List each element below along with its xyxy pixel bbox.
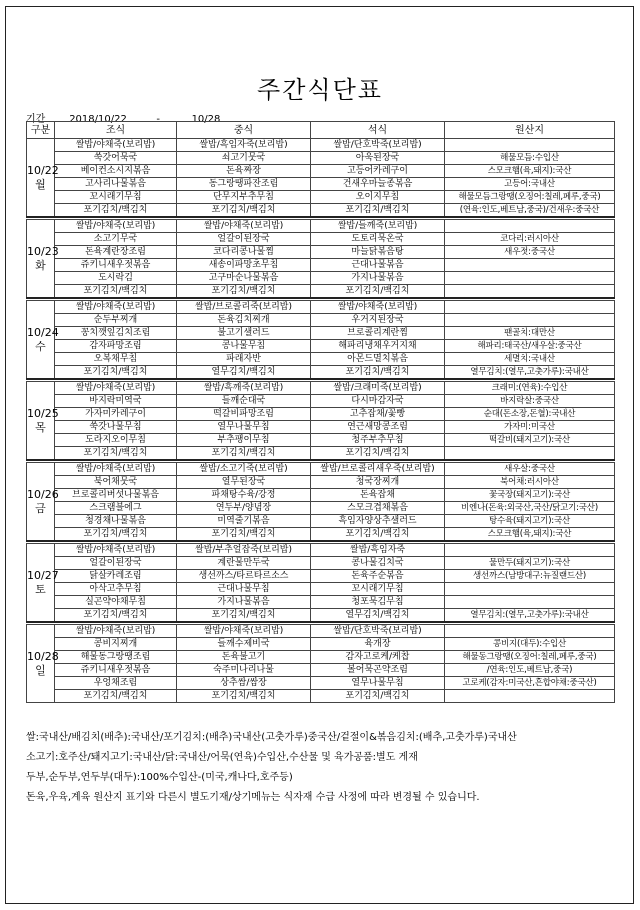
breakfast-cell: 포기김치/백김치 [55,204,177,218]
day-weekday: 월 [35,177,46,191]
lunch-cell: 생선까스/타르타르소스 [177,570,311,583]
breakfast-cell: 쌀밥/야채죽(보리밥) [55,463,177,476]
origin-cell: 해물모듬:수입산 [445,152,615,165]
origin-cell: 고로케(감자:미국산,흔합야채:중국산) [445,677,615,690]
dinner-cell: 청국장찌개 [311,476,445,489]
table-row [27,557,615,570]
breakfast-cell: 쌀밥/야채죽(보리밥) [55,382,177,395]
dinner-cell: 돈육잡채 [311,489,445,502]
origin-cell: 해파리:태국산/새우살:중국산 [445,340,615,353]
dinner-cell: 쌀밥/들깨죽(보리밥) [311,220,445,233]
table-row [27,583,615,596]
day-date: 10/23 [27,244,59,258]
breakfast-cell: 콩비지찌개 [55,638,177,651]
note-line: 두부,순두부,연두부(대두):100%수입산-(미국,캐나다,호주등) [26,772,293,783]
origin-cell [445,285,615,299]
lunch-cell: 들깨수제비국 [177,638,311,651]
day-cell [27,220,59,299]
day-weekday: 화 [35,258,46,272]
breakfast-cell: 해물동그랑땡조림 [55,651,177,664]
day-date: 10/26 [27,487,59,501]
table-row [27,625,615,638]
table-row [27,314,615,327]
day-cell [27,139,59,218]
breakfast-cell: 포기김치/백김치 [55,609,177,623]
day-date: 10/22 [27,163,59,177]
origin-cell: 생선까스(남방대구:뉴질랜드산) [445,570,615,583]
dinner-cell: 가지나물볶음 [311,272,445,285]
header-lunch: 중식 [177,122,311,139]
lunch-cell: 쌀밥/야채죽(보리밥) [177,625,311,638]
dinner-cell: 쌀밥/야채죽(보리밥) [311,301,445,314]
dinner-cell: 돈육주순볶음 [311,570,445,583]
breakfast-cell: 우엉채조림 [55,677,177,690]
lunch-cell: 열무된장국 [177,476,311,489]
origin-cell: 꽃국장(돼지고기):국산 [445,489,615,502]
table-row [27,638,615,651]
note-line: 돈육,우육,계육 원산지 표기와 다른시 별도기재/상기메뉴는 식자재 수급 사정에 따라 변경될 수 있습니다. [26,792,480,803]
menu-body [27,139,615,703]
lunch-cell: 동그랑땡파잔조림 [177,178,311,191]
dinner-cell: 열무김치/백김치 [311,609,445,623]
day-weekday: 금 [35,501,46,515]
lunch-cell: 코다리콩나물찜 [177,246,311,259]
origin-cell [445,625,615,638]
table-row [27,502,615,515]
table-row [27,570,615,583]
lunch-cell: 연두부/양념장 [177,502,311,515]
dinner-cell: 아욱된장국 [311,152,445,165]
origin-cell: 비엔나(돈육:외국산,국산/닭고기:국산) [445,502,615,515]
day-weekday: 토 [35,582,46,596]
breakfast-cell: 쑥갓어묵국 [55,152,177,165]
lunch-cell: 상추쌈/쌈장 [177,677,311,690]
origin-cell: 순대(돈소장,돈혈):국내산 [445,408,615,421]
table-row [27,259,615,272]
origin-cell [445,690,615,703]
breakfast-cell: 고사리나물볶음 [55,178,177,191]
table-row [27,544,615,557]
origin-cell: 세멸치:국내산 [445,353,615,366]
lunch-cell: 쌀밥/흑깨죽(보리밥) [177,382,311,395]
table-row [27,690,615,703]
table-row [27,447,615,461]
table-row [27,327,615,340]
table-row [27,395,615,408]
dinner-cell: 꼬시래기무침 [311,583,445,596]
origin-cell: 해물모듬그랑땡(오징어:칠레,페루,중국) [445,191,615,204]
breakfast-cell: 도시락김 [55,272,177,285]
origin-cell: 고등어:국내산 [445,178,615,191]
lunch-cell: 단무지부추무침 [177,191,311,204]
origin-cell [445,447,615,461]
origin-cell [445,220,615,233]
period-dash: - [156,114,160,125]
breakfast-cell: 감자파망조림 [55,340,177,353]
note-line: 쌀:국내산/배김치(배추):국내산/포기김치:(배추)국내산(고춧가루)중국산/겉절이&볶음김치:(배추,고춧가루)국내산 [26,732,517,743]
day-date: 10/27 [27,568,59,582]
dinner-cell: 스모크겹채볶음 [311,502,445,515]
dinner-cell: 우거지된장국 [311,314,445,327]
breakfast-cell: 포기김치/백김치 [55,285,177,299]
header-dinner: 석식 [311,122,445,139]
table-row [27,246,615,259]
breakfast-cell: 브로콜리버섯나물볶음 [55,489,177,502]
day-weekday: 수 [35,339,46,353]
dinner-cell: 마늘닭볶음탕 [311,246,445,259]
origin-cell: 탕수육(돼지고기):국산 [445,515,615,528]
dinner-cell: 포기김치/백김치 [311,366,445,380]
table-row [27,528,615,542]
table-row [27,285,615,299]
lunch-cell: 포기김치/백김치 [177,690,311,703]
table-row [27,434,615,447]
origin-cell [445,314,615,327]
breakfast-cell: 쌀밥/야채죽(보리밥) [55,139,177,152]
dinner-cell: 고등어카레구이 [311,165,445,178]
dinner-cell: 브로콜리계란찜 [311,327,445,340]
table-row [27,301,615,314]
origin-cell: 해물동그랑땡(오징어:칠레,페루,중국) [445,651,615,664]
origin-cell: 가자미:미국산 [445,421,615,434]
lunch-cell: 숙주미나리나물 [177,664,311,677]
dinner-cell: 감자고로케/케찹 [311,651,445,664]
dinner-cell: 근대나물볶음 [311,259,445,272]
dinner-cell: 오이지무침 [311,191,445,204]
breakfast-cell: 쌀밥/야채죽(보리밥) [55,625,177,638]
lunch-cell: 쇠고기뭇국 [177,152,311,165]
period-start: 2018/10/22 [69,114,127,125]
origin-cell: 팬골치:대만산 [445,327,615,340]
breakfast-cell: 포기김치/백김치 [55,528,177,542]
table-row [27,382,615,395]
dinner-cell: 쌀밥/브로콜리새우죽(보리밥) [311,463,445,476]
lunch-cell: 쌀밥/소고기죽(보리밥) [177,463,311,476]
breakfast-cell: 오복채무침 [55,353,177,366]
table-row [27,489,615,502]
day-date: 10/25 [27,406,59,420]
origin-cell: 코다리:러시아산 [445,233,615,246]
menu-table [26,121,615,703]
origin-cell: 열무김치:(열무,고춧가루):국내산 [445,366,615,380]
table-row [27,421,615,434]
dinner-cell: 포기김치/백김치 [311,285,445,299]
dinner-cell: 포기김치/백김치 [311,528,445,542]
table-row [27,596,615,609]
lunch-cell: 쌀밥/부추얼잡죽(보리밥) [177,544,311,557]
table-row [27,233,615,246]
origin-cell: 새우젓:중국산 [445,246,615,259]
table-row [27,178,615,191]
table-row [27,272,615,285]
header-category: 구분 [27,122,55,139]
breakfast-cell: 아삭고추무침 [55,583,177,596]
dinner-cell: 포기김치/백김치 [311,447,445,461]
breakfast-cell: 닭살카레조림 [55,570,177,583]
table-row [27,651,615,664]
period-label: 기간 [26,114,46,125]
day-cell [27,301,59,380]
table-row [27,677,615,690]
origin-cell [445,139,615,152]
day-cell [27,625,59,703]
origin-cell: (연육:인도,베트남,중국)/건새우:중국산 [445,204,615,218]
lunch-cell: 부추팽이무침 [177,434,311,447]
breakfast-cell: 바지락미역국 [55,395,177,408]
origin-cell: 스모크햄(육,돼지):국산 [445,528,615,542]
origin-cell [445,583,615,596]
lunch-cell: 근대나물무침 [177,583,311,596]
breakfast-cell: 꽁치깻잎김치조림 [55,327,177,340]
origin-cell: 크래미:(연육):수입산 [445,382,615,395]
dinner-cell: 쌀밥/크래미죽(보리밥) [311,382,445,395]
breakfast-cell: 쌀밥/야채죽(보리밥) [55,220,177,233]
lunch-cell: 쌀밥/브로콜리죽(보리밥) [177,301,311,314]
dinner-cell: 흑임자양상추샐러드 [311,515,445,528]
breakfast-cell: 얼갈이된장국 [55,557,177,570]
origin-cell: 물만두(돼지고기):국산 [445,557,615,570]
origin-cell: 새우살:중국산 [445,463,615,476]
table-row [27,340,615,353]
table-row [27,463,615,476]
period-end: 10/28 [191,114,221,125]
dinner-cell: 쌀밥/단호박죽(보리밥) [311,625,445,638]
breakfast-cell: 쑥갓나물무침 [55,421,177,434]
dinner-cell: 다시마감자국 [311,395,445,408]
breakfast-cell: 가자미카레구이 [55,408,177,421]
lunch-cell: 떡갈비파망조림 [177,408,311,421]
dinner-cell: 콩나물김치국 [311,557,445,570]
dinner-cell: 청포묵김무침 [311,596,445,609]
dinner-cell: 건새우마늘종볶음 [311,178,445,191]
lunch-cell: 들깨순대국 [177,395,311,408]
table-row [27,476,615,489]
lunch-cell: 포기김치/백김치 [177,609,311,623]
breakfast-cell: 꼬시래기무침 [55,191,177,204]
lunch-cell: 콩나물무침 [177,340,311,353]
lunch-cell: 포기김치/백김치 [177,528,311,542]
breakfast-cell: 스크램블에그 [55,502,177,515]
table-row [27,353,615,366]
breakfast-cell: 북어채뭇국 [55,476,177,489]
lunch-cell: 포기김치/백김치 [177,204,311,218]
lunch-cell: 열무김치/백김치 [177,366,311,380]
lunch-cell: 파채탕수육/강정 [177,489,311,502]
note-line: 소고기:호주산/돼지고기:국내산/닭:국내산/어묵(연육)수입산,수산물 및 육가공품:별도 게재 [26,752,418,763]
origin-cell: 바지락살:중국산 [445,395,615,408]
breakfast-cell: 도라지오이무침 [55,434,177,447]
lunch-cell: 미역줄기볶음 [177,515,311,528]
breakfast-cell: 포기김치/백김치 [55,447,177,461]
origin-cell [445,259,615,272]
lunch-cell: 얼갈이된장국 [177,233,311,246]
table-row [27,609,615,623]
dinner-cell: 쌀밥/단호박죽(보리밥) [311,139,445,152]
breakfast-cell: 소고기무국 [55,233,177,246]
dinner-cell: 열무나물무침 [311,677,445,690]
table-row [27,664,615,677]
origin-cell: /연육:인도,베트남,중국) [445,664,615,677]
table-row [27,165,615,178]
table-row [27,191,615,204]
dinner-cell: 포기김치/백김치 [311,204,445,218]
dinner-cell: 포기김치/백김치 [311,690,445,703]
lunch-cell: 계란물만두국 [177,557,311,570]
lunch-cell: 포기김치/백김치 [177,447,311,461]
lunch-cell: 쌀밥/야채죽(보리밥) [177,220,311,233]
day-weekday: 일 [35,663,46,677]
day-cell [27,544,59,623]
origin-cell: 열무김치:(열무,고춧가루):국내산 [445,609,615,623]
origin-notes [26,728,616,808]
breakfast-cell: 베이컨소시지볶음 [55,165,177,178]
lunch-cell: 불고기샐러드 [177,327,311,340]
dinner-cell: 볼어묵곤약조림 [311,664,445,677]
header-origin: 원산지 [445,122,615,139]
table-row [27,204,615,218]
table-row [27,408,615,421]
day-weekday: 목 [35,420,46,434]
dinner-cell: 연근새망콩조림 [311,421,445,434]
breakfast-cell: 실곤약야채무침 [55,596,177,609]
breakfast-cell: 쥬키니새우젓볶음 [55,259,177,272]
lunch-cell: 돈육짜장 [177,165,311,178]
origin-cell: 콩비지(대두):수입산 [445,638,615,651]
origin-cell: 떡갈비(돼지고기):국산 [445,434,615,447]
breakfast-cell: 포기김치/백김치 [55,366,177,380]
lunch-cell: 쌀밥/흑임자죽(보리밥) [177,139,311,152]
header-breakfast: 조식 [55,122,177,139]
page-title: 주간식단표 [257,76,383,104]
origin-cell: 북어채:러시아산 [445,476,615,489]
dinner-cell: 청주부추무침 [311,434,445,447]
lunch-cell: 가지나물볶음 [177,596,311,609]
breakfast-cell: 쥬키니새우젓볶음 [55,664,177,677]
header-row [27,122,615,139]
table-row [27,366,615,380]
breakfast-cell: 쌀밥/야채죽(보리밥) [55,544,177,557]
lunch-cell: 포기김치/백김치 [177,285,311,299]
lunch-cell: 돈육불고기 [177,651,311,664]
lunch-cell: 파래자반 [177,353,311,366]
table-row [27,139,615,152]
breakfast-cell: 청경채나물볶음 [55,515,177,528]
dinner-cell: 육개장 [311,638,445,651]
lunch-cell: 돈육김치찌개 [177,314,311,327]
day-date: 10/24 [27,325,59,339]
breakfast-cell: 순두부찌개 [55,314,177,327]
day-cell [27,463,59,542]
origin-cell: 스모크햄(육,돼지):국산 [445,165,615,178]
dinner-cell: 도토리묵온국 [311,233,445,246]
breakfast-cell: 포기김치/백김치 [55,690,177,703]
origin-cell [445,301,615,314]
dinner-cell: 해파리냉채우거지채 [311,340,445,353]
dinner-cell: 아몬드멸치볶음 [311,353,445,366]
table-row [27,515,615,528]
origin-cell [445,272,615,285]
origin-cell [445,544,615,557]
table-row [27,220,615,233]
breakfast-cell: 쌀밥/야채죽(보리밥) [55,301,177,314]
breakfast-cell: 돈육계란장조림 [55,246,177,259]
dinner-cell: 고추잡채/꽃빵 [311,408,445,421]
day-date: 10/28 [27,649,59,663]
origin-cell [445,596,615,609]
lunch-cell: 열무나물무침 [177,421,311,434]
lunch-cell: 새송이파망초무침 [177,259,311,272]
day-cell [27,382,59,461]
lunch-cell: 고구마순나물볶음 [177,272,311,285]
dinner-cell: 쌀밥/흑임자죽 [311,544,445,557]
table-row [27,152,615,165]
